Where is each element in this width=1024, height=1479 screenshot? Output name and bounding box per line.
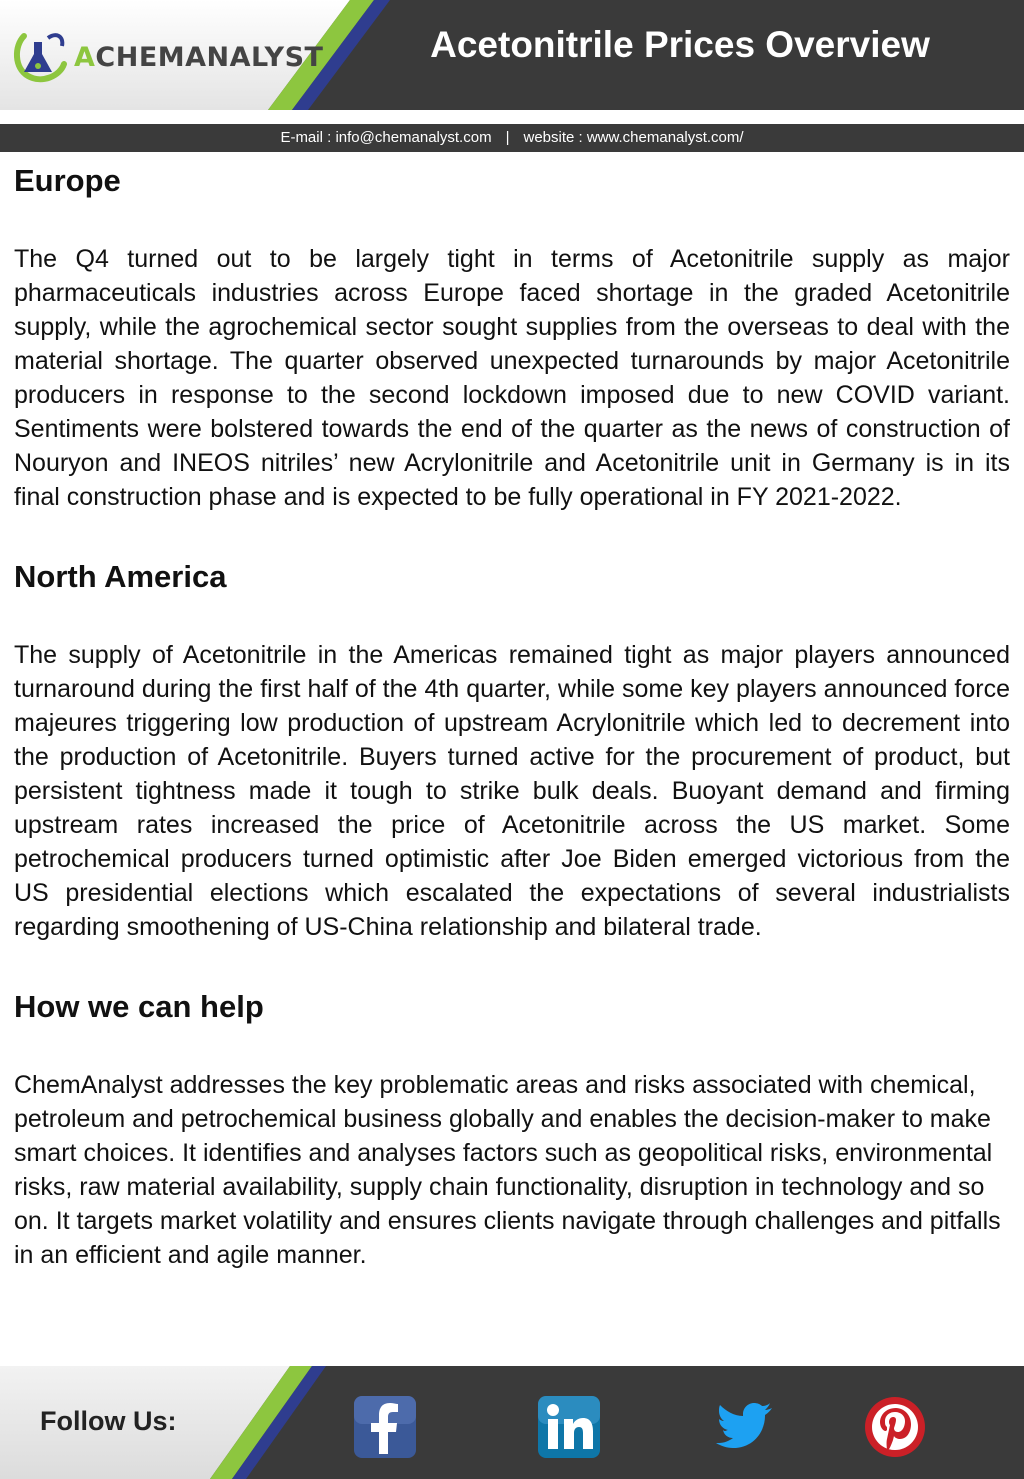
contact-separator: |	[505, 129, 510, 146]
page-footer	[0, 1366, 1024, 1479]
section-heading-how-we-can-help: How we can help	[14, 989, 264, 1024]
contact-bar	[0, 124, 1024, 152]
section-heading-europe: Europe	[14, 163, 121, 198]
facebook-icon[interactable]	[352, 1394, 418, 1460]
chemanalyst-logo	[12, 28, 324, 84]
flask-logo-icon	[12, 28, 72, 84]
page-title: Acetonitrile Prices Overview	[430, 24, 930, 65]
section-body-europe: The Q4 turned out to be largely tight in terms of Acetonitrile supply as major pharmaceuticals industries across Europe faced shortage in the graded Acetonitrile supply, while the agrochemical sector sought supplies from the overseas to deal with the material shortage. The quarter observed unexpected turnarounds by major Acetonitrile producers in response to the second lockdown imposed due to new COVID variant. Sentiments were bolstered towards the end of the quarter as the news of construction of Nouryon and INEOS nitriles’ new Acrylonitrile and Acetonitrile unit in Germany is in its final construction phase and is expected to be fully operational in FY 2021-2022.	[14, 245, 1010, 511]
twitter-icon[interactable]	[710, 1394, 776, 1460]
email-text: E-mail : info@chemanalyst.com	[280, 129, 492, 146]
logo-text: CHEMANALYST	[95, 42, 324, 73]
logo-letter: A	[74, 42, 96, 73]
page-header	[0, 0, 1024, 110]
main-content	[14, 160, 1010, 1272]
section-body-how-we-can-help: ChemAnalyst addresses the key problematic areas and risks associated with chemical, petroleum and petrochemical business globally and enables the decision-maker to make smart choices. It identifies and analyses factors such as geopolitical risks, environmental risks, raw material availability, supply chain functionality, disruption in technology and so on. It targets market volatility and ensures clients navigate through challenges and pitfalls in an efficient and agile manner.	[14, 1071, 1001, 1269]
linkedin-icon[interactable]	[536, 1394, 602, 1460]
pinterest-icon[interactable]	[862, 1394, 928, 1460]
section-heading-north-america: North America	[14, 559, 227, 594]
follow-us-label: Follow Us:	[40, 1406, 177, 1436]
section-body-north-america: The supply of Acetonitrile in the Americas remained tight as major players announced turnaround during the first half of the 4th quarter, while some key players announced force majeures triggering low production of upstream Acrylonitrile which led to decrement into the production of Acetonitrile. Buyers turned active for the procurement of product, but persistent tightness made it tough to strike bulk deals. Buoyant demand and firming upstream rates increased the price of Acetonitrile across the US market. Some petrochemical producers turned optimistic after Joe Biden emerged victorious from the US presidential elections which escalated the expectations of several industrialists regarding smoothening of US-China relationship and bilateral trade.	[14, 641, 1010, 941]
website-text: website : www.chemanalyst.com/	[523, 129, 744, 146]
